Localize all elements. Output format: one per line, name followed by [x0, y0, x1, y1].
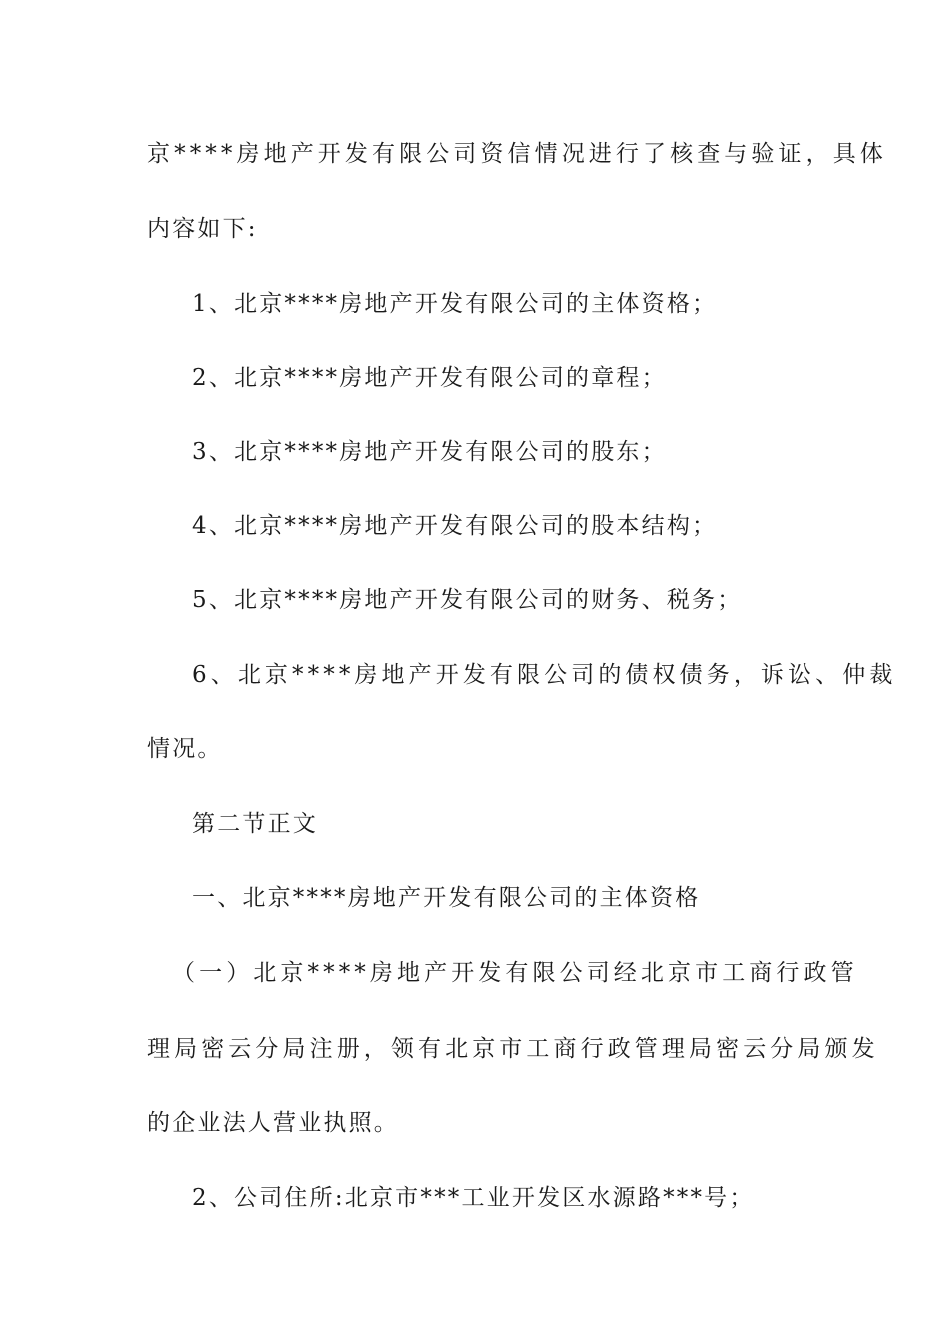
paragraph-line: 内容如下:: [147, 216, 258, 242]
section-heading: 第二节正文: [192, 811, 318, 837]
list-item: 5、北京****房地产开发有限公司的财务、税务；: [192, 587, 743, 613]
paragraph-line: 情况。: [147, 736, 223, 762]
list-item: 6、北京****房地产开发有限公司的债权债务，诉讼、仲裁: [192, 662, 897, 688]
paragraph-line: （一）北京****房地产开发有限公司经北京市工商行政管: [172, 960, 858, 986]
paragraph-line: 京****房地产开发有限公司资信情况进行了核查与验证，具体: [147, 141, 887, 167]
list-item: 2、公司住所:北京市***工业开发区水源路***号；: [192, 1185, 755, 1211]
list-item: 3、北京****房地产开发有限公司的股东；: [192, 439, 667, 465]
paragraph-line: 理局密云分局注册，领有北京市工商行政管理局密云分局颁发: [147, 1036, 879, 1062]
subsection-heading: 一、北京****房地产开发有限公司的主体资格: [192, 885, 701, 911]
paragraph-line: 的企业法人营业执照。: [147, 1110, 399, 1136]
list-item: 2、北京****房地产开发有限公司的章程；: [192, 365, 667, 391]
list-item: 1、北京****房地产开发有限公司的主体资格；: [192, 291, 718, 317]
list-item: 4、北京****房地产开发有限公司的股本结构；: [192, 513, 718, 539]
